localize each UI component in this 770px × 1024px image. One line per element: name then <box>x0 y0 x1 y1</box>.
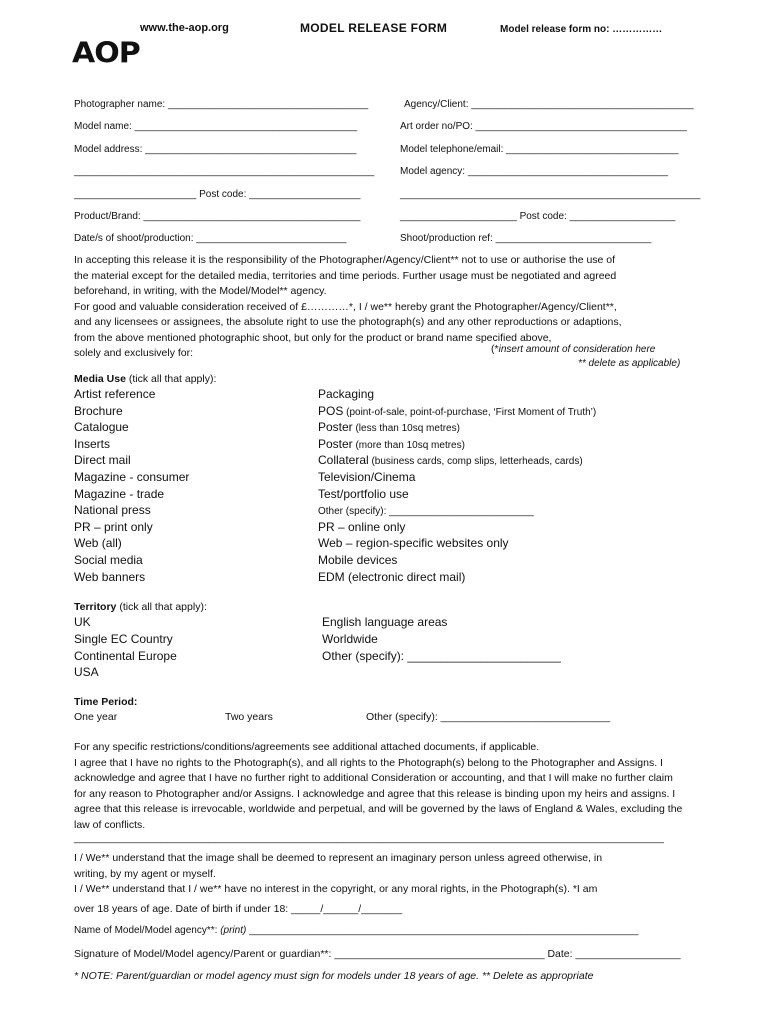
time-period-two-years[interactable]: Two years <box>225 711 273 723</box>
media-use-heading-label: Media Use <box>74 373 126 385</box>
intro-line: and any licensees or assignees, the absolute right to use the photograph(s) and any other reproductions or adaptions, <box>74 316 622 328</box>
consideration-note <box>491 343 655 355</box>
model-name-print-field[interactable] <box>74 925 638 936</box>
media-option-label: Television/Cinema <box>318 470 416 484</box>
media-option-label: Collateral <box>318 453 369 468</box>
territory-heading-suffix: (tick all that apply): <box>116 601 207 613</box>
media-option[interactable]: PR – print only <box>74 519 153 534</box>
territory-option[interactable]: USA <box>74 665 99 680</box>
applicable-note: ** delete as applicable) <box>578 358 681 369</box>
media-option[interactable] <box>318 503 534 517</box>
media-option[interactable] <box>318 404 596 418</box>
media-option[interactable]: Direct mail <box>74 453 131 468</box>
media-option-detail: (business cards, comp slips, letterheads, cards) <box>368 456 583 468</box>
territory-option[interactable]: Worldwide <box>322 631 378 646</box>
media-option-label: Poster <box>318 420 353 435</box>
aop-logo: AOP <box>72 36 140 71</box>
agreement-line: law of conflicts. <box>74 818 146 831</box>
footer-note: * NOTE: Parent/guardian or model agency must sign for models under 18 years of age. ** Delete as appropriate <box>74 970 594 982</box>
media-option-label: Mobile devices <box>318 553 398 567</box>
media-option[interactable] <box>318 487 409 501</box>
media-option[interactable] <box>318 420 460 434</box>
media-option[interactable]: Magazine - consumer <box>74 470 190 484</box>
media-option[interactable]: National press <box>74 503 151 518</box>
territory-option[interactable]: English language areas <box>322 615 448 629</box>
territory-option[interactable]: Continental Europe <box>74 648 177 663</box>
territory-option[interactable]: UK <box>74 615 91 629</box>
media-option[interactable] <box>318 453 583 467</box>
understanding-line: I / We** understand that the image shall be deemed to represent an imaginary person unless agreed otherwise, in <box>74 852 603 864</box>
media-option[interactable] <box>318 570 465 584</box>
post-code-right-field[interactable]: _____________________ Post code: ___________________ <box>400 211 676 222</box>
media-option[interactable] <box>318 520 405 534</box>
media-option-label: Web – region-specific websites only <box>318 536 509 551</box>
agreement-line: I agree that I have no rights to the Photograph(s), and all rights to the Photograph(s) belong to the Photographer and Assigns. I <box>74 756 663 769</box>
agency-client-field[interactable]: Agency/Client: ________________________________________ <box>404 99 694 110</box>
time-period-one-year[interactable]: One year <box>74 711 118 723</box>
media-option[interactable]: Magazine - trade <box>74 486 165 501</box>
media-option-label: Test/portfolio use <box>318 486 409 501</box>
media-option-detail: (less than 10sq metres) <box>352 423 460 435</box>
media-option-detail: (point-of-sale, point-of-purchase, ‘First Moment of Truth’) <box>343 406 597 418</box>
time-period-heading: Time Period: <box>74 696 138 708</box>
media-option[interactable] <box>318 553 397 567</box>
intro-line: solely and exclusively for: <box>74 347 194 359</box>
media-option-detail: (more than 10sq metres) <box>352 439 465 451</box>
agreement-line: For any specific restrictions/conditions/agreements see additional attached documents, if applicable. <box>74 741 540 753</box>
model-name-field[interactable]: Model name: ________________________________________ <box>74 121 358 132</box>
media-option[interactable]: Brochure <box>74 403 123 418</box>
agreement-line: agree that this release is irrevocable, worldwide and perpetual, and will be governed by the laws of England & Wales, excluding the <box>74 803 683 815</box>
form-number: Model release form no: …………… <box>500 24 663 35</box>
intro-line: In accepting this release it is the responsibility of the Photographer/Agency/Client** not to use or authorise the use of <box>74 254 616 266</box>
territory-option[interactable]: Other (specify): _______________________ <box>322 648 561 663</box>
intro-line: For good and valuable consideration received of £…………*, I / we** hereby grant the Photographer/Agency/Client**, <box>74 300 617 313</box>
media-option-label: Poster <box>318 436 353 451</box>
media-option-label: Packaging <box>318 387 375 401</box>
media-option[interactable] <box>318 470 415 484</box>
address-line-2[interactable]: ______________________________________________________ <box>74 166 375 177</box>
dates-of-shoot-field[interactable]: Date/s of shoot/production: ___________________________ <box>74 233 347 244</box>
understanding-line: writing, by my agent or myself. <box>74 867 216 880</box>
media-use-heading <box>74 373 216 385</box>
photographer-name-field[interactable]: Photographer name: ____________________________________ <box>74 99 369 110</box>
agency-address-line[interactable]: ______________________________________________________ <box>400 189 701 200</box>
print-hint: (print) <box>220 925 247 936</box>
territory-heading-label: Territory <box>74 601 117 613</box>
separator-line: _____________________________________________________________________________________________________ <box>74 832 664 844</box>
shoot-ref-field[interactable]: Shoot/production ref: ____________________________ <box>400 233 652 244</box>
media-option-label: POS <box>318 403 344 418</box>
agreement-line: for any reason to Photographer and/or Assigns. I acknowledge and agree that this release is binding upon my heirs and assigns. I <box>74 787 676 800</box>
consideration-note-prefix: (* <box>491 343 499 355</box>
media-option-label: PR – online only <box>318 519 406 534</box>
media-use-heading-suffix: (tick all that apply): <box>125 373 217 385</box>
intro-line: from the above mentioned photographic shoot, but only for the product or brand name specified above, <box>74 331 552 344</box>
agreement-line: acknowledge and agree that I have no further right to additional Consideration or accounting, and that I will make no further claim <box>74 772 673 784</box>
signature-field[interactable]: Signature of Model/Model agency/Parent or guardian**: ____________________________________ Date: __________________ <box>74 948 681 960</box>
media-option[interactable]: Catalogue <box>74 420 129 435</box>
name-label: Name of Model/Model agency**: <box>74 925 218 936</box>
media-option[interactable] <box>318 437 465 451</box>
media-option[interactable] <box>318 387 374 401</box>
time-period-other[interactable]: Other (specify): _____________________________ <box>366 711 611 723</box>
territory-heading <box>74 601 207 613</box>
agreement-paragraph <box>74 740 724 833</box>
model-telephone-field[interactable]: Model telephone/email: _______________________________ <box>400 144 679 155</box>
website-url[interactable]: www.the-aop.org <box>140 22 229 34</box>
model-address-field[interactable]: Model address: ______________________________________ <box>74 144 357 155</box>
understanding-paragraph <box>74 851 724 898</box>
territory-option[interactable]: Single EC Country <box>74 631 173 646</box>
intro-line: beforehand, in writing, with the Model/Model** agency. <box>74 285 327 297</box>
understanding-line: I / We** understand that I / we** have no interest in the copyright, or any moral rights, in the Photograph(s). *I am <box>74 883 598 895</box>
media-option[interactable]: Artist reference <box>74 387 156 401</box>
form-title: MODEL RELEASE FORM <box>300 21 448 35</box>
media-option[interactable]: Web (all) <box>74 536 122 551</box>
media-option[interactable]: Web banners <box>74 569 146 584</box>
name-line: ______________________________________________________________________ <box>249 925 639 936</box>
art-order-field[interactable]: Art order no/PO: ______________________________________ <box>400 121 687 132</box>
date-of-birth-field[interactable]: over 18 years of age. Date of birth if under 18: _____/______/_______ <box>74 903 403 915</box>
media-option[interactable]: Social media <box>74 553 143 567</box>
model-agency-field[interactable]: Model agency: ____________________________________ <box>400 166 669 177</box>
product-brand-field[interactable]: Product/Brand: _______________________________________ <box>74 211 361 222</box>
post-code-left-field[interactable]: ______________________ Post code: ____________________ <box>74 189 361 200</box>
media-option-detail: Other (specify): __________________________ <box>318 506 534 518</box>
media-option-label: EDM (electronic direct mail) <box>318 569 466 584</box>
intro-line: the material except for the detailed media, territories and time periods. Further usage must be negotiated and agreed <box>74 269 617 282</box>
media-option[interactable] <box>318 536 509 550</box>
consideration-note-text: insert amount of consideration here <box>498 344 656 355</box>
media-option[interactable]: Inserts <box>74 436 111 451</box>
